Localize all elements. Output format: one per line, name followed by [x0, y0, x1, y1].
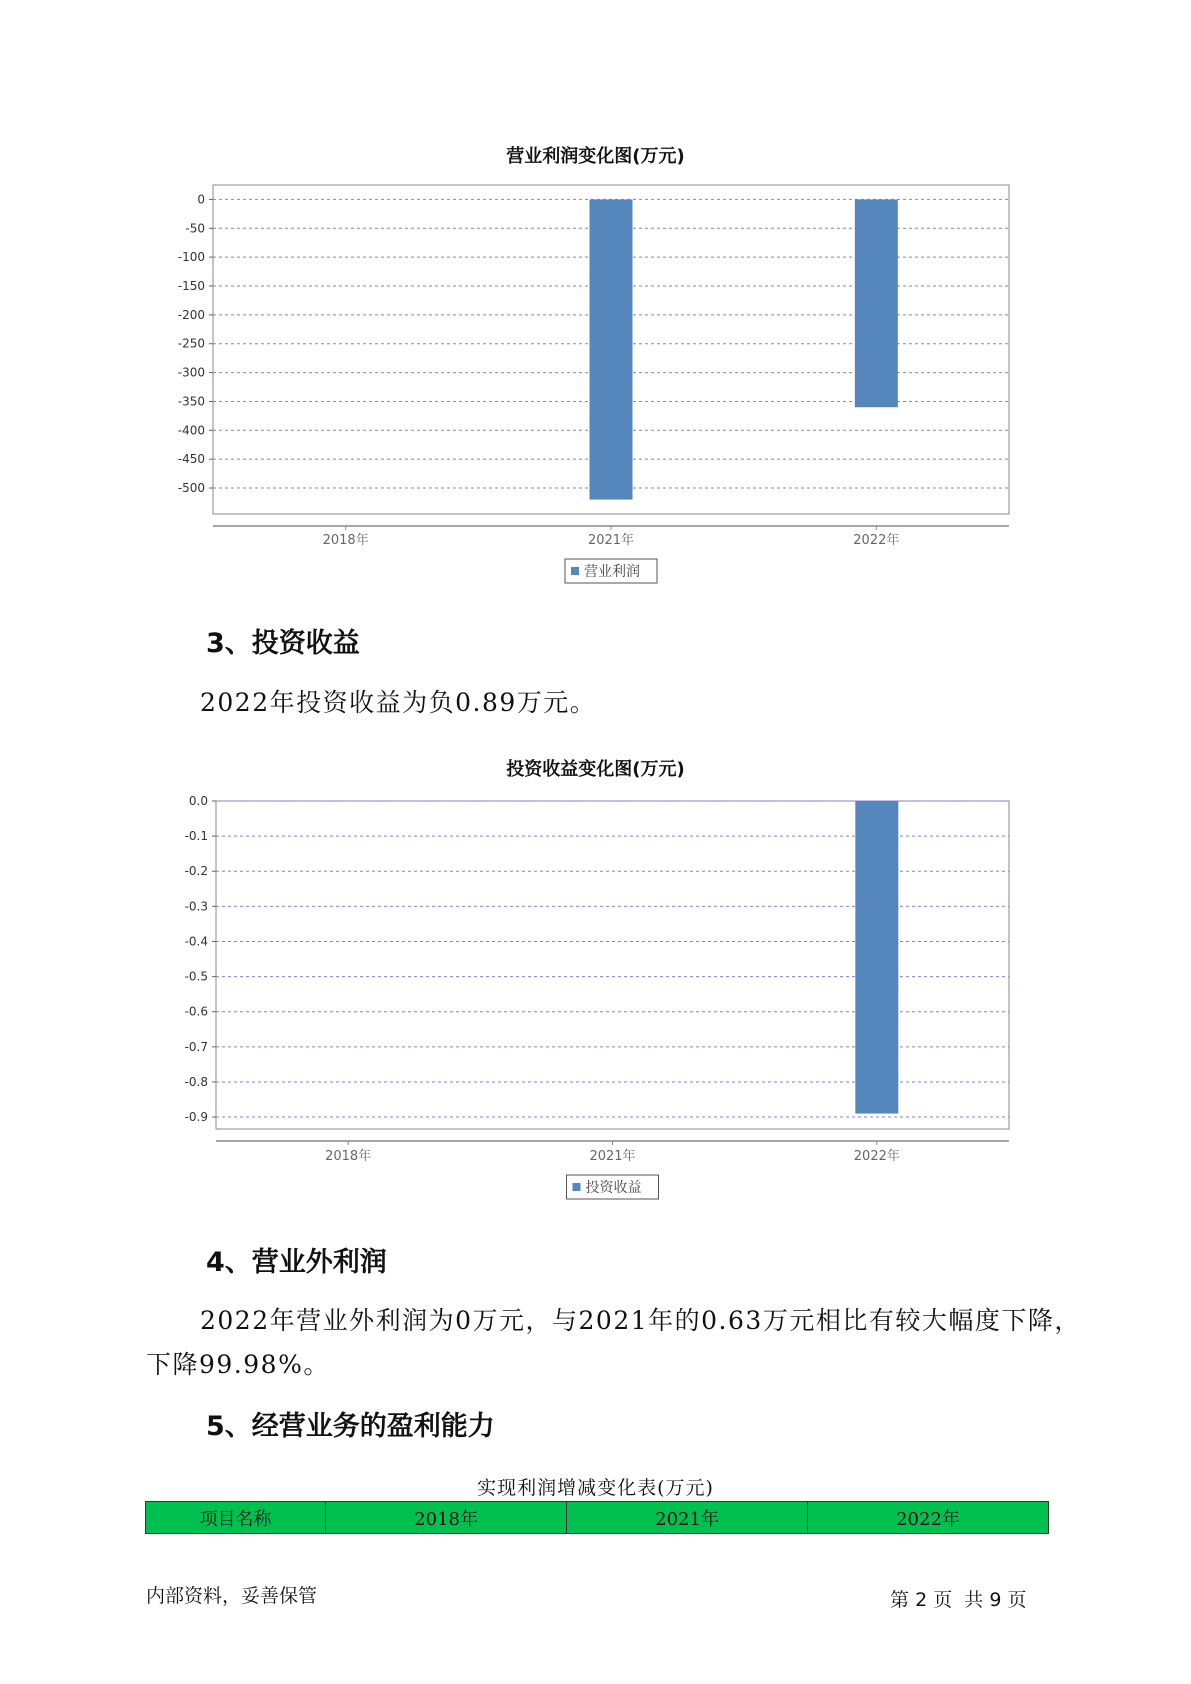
- y-tick-label: -0.5: [184, 969, 208, 984]
- legend-swatch: [573, 1183, 581, 1191]
- x-tick-label: 2021年: [587, 533, 635, 548]
- y-tick-label: -250: [177, 336, 205, 351]
- page-suffix: 页: [1007, 1589, 1027, 1611]
- x-tick-label: 2022年: [853, 1149, 900, 1164]
- y-tick-label: -0.8: [184, 1074, 208, 1089]
- section3-heading: 3、投资收益: [206, 628, 360, 659]
- y-tick-label: -50: [185, 221, 205, 236]
- chart1-title: 营业利润变化图(万元): [506, 146, 685, 167]
- table-caption: 实现利润增减变化表(万元): [477, 1477, 714, 1499]
- y-tick-label: -150: [177, 279, 205, 294]
- y-tick-label: -450: [177, 452, 205, 467]
- page-mid: 页 共: [933, 1589, 984, 1611]
- section4-line2: 下降99.98%。: [146, 1350, 330, 1379]
- footer-confidential: 内部资料，妥善保管: [146, 1585, 318, 1607]
- y-tick-label: -200: [177, 307, 205, 322]
- page-number: [890, 1585, 1027, 1612]
- y-tick-label: -400: [177, 423, 205, 438]
- page-current: 2: [915, 1589, 928, 1611]
- section4-line1: 2022年营业外利润为0万元，与2021年的0.63万元相比有较大幅度下降，: [200, 1306, 1081, 1335]
- section5-heading: 5、经营业务的盈利能力: [206, 1411, 495, 1442]
- bar: [855, 801, 898, 1114]
- x-tick-label: 2021年: [589, 1149, 636, 1164]
- y-tick-label: -500: [177, 481, 205, 496]
- profit-change-table: [145, 1501, 1049, 1534]
- y-tick-label: 0.0: [188, 794, 208, 808]
- page-total: 9: [989, 1589, 1002, 1611]
- y-tick-label: -0.1: [184, 829, 208, 844]
- y-tick-label: -0.9: [184, 1110, 208, 1125]
- y-tick-label: -0.3: [184, 899, 208, 914]
- table-header-row: [146, 1502, 1049, 1534]
- y-tick-label: 0: [197, 192, 205, 207]
- y-tick-label: -0.7: [184, 1039, 208, 1054]
- x-tick-label: 2018年: [322, 533, 369, 548]
- y-tick-label: -350: [177, 394, 205, 409]
- page-prefix: 第: [890, 1589, 910, 1611]
- x-tick-label: 2018年: [325, 1149, 372, 1164]
- y-tick-label: -0.2: [184, 864, 208, 879]
- table-header-cell: 项目名称: [146, 1502, 326, 1534]
- table-header-cell: 2018年: [326, 1502, 567, 1534]
- y-tick-label: -300: [177, 365, 205, 380]
- table-header-cell: 2021年: [567, 1502, 808, 1534]
- chart2-title: 投资收益变化图(万元): [506, 759, 685, 780]
- table-header-cell: 2022年: [808, 1502, 1049, 1534]
- y-tick-label: -0.6: [184, 1004, 208, 1019]
- x-tick-label: 2022年: [853, 533, 900, 548]
- legend-label: 营业利润: [584, 564, 640, 580]
- y-tick-label: -0.4: [184, 934, 208, 949]
- section4-heading: 4、营业外利润: [206, 1247, 387, 1278]
- section3-text: 2022年投资收益为负0.89万元。: [200, 688, 597, 717]
- legend-label: 投资收益: [585, 1180, 642, 1196]
- y-tick-label: -100: [177, 250, 205, 265]
